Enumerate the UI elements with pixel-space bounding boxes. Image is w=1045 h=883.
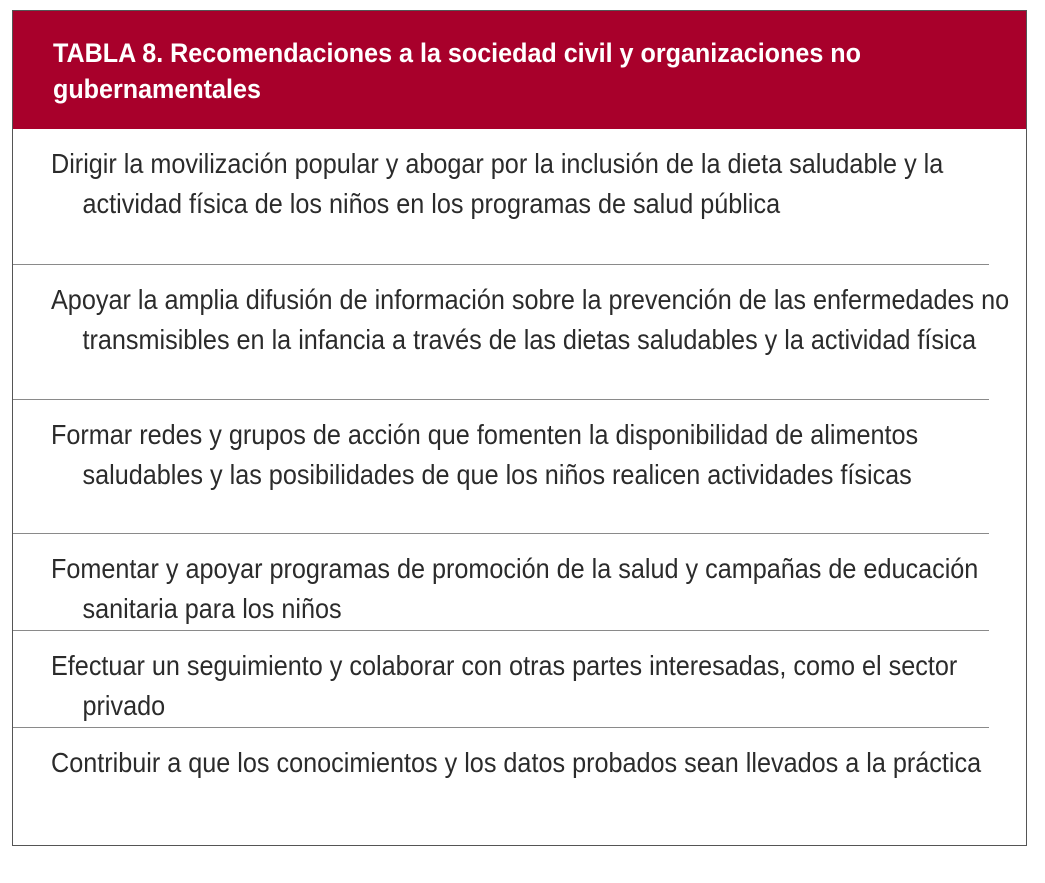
- table-row: [13, 631, 989, 728]
- recommendation-text: Apoyar la amplia difusión de información sobre la prevención de las enfermedades no transmisibles en la infancia a través de las dietas saludables y la actividad física: [51, 284, 1010, 355]
- recommendations-table: [12, 10, 1027, 846]
- table-row: [13, 400, 989, 534]
- table-row: [13, 728, 989, 838]
- table-header: [13, 11, 1026, 129]
- table-title: TABLA 8. Recomendaciones a la sociedad civil y organizaciones no gubernamentales: [53, 38, 861, 104]
- recommendation-text: Dirigir la movilización popular y abogar por la inclusión de la dieta saludable y la actividad física de los niños en los programas de salud pública: [51, 148, 944, 219]
- recommendation-text: Fomentar y apoyar programas de promoción de la salud y campañas de educación sanitaria para los niños: [51, 553, 979, 624]
- table-row: [13, 534, 989, 631]
- table-row: [13, 129, 989, 265]
- table-row: [13, 265, 1010, 400]
- recommendation-text: Efectuar un seguimiento y colaborar con otras partes interesadas, como el sector privado: [51, 650, 958, 721]
- recommendation-text: Formar redes y grupos de acción que fomenten la disponibilidad de alimentos saludables y las posibilidades de que los niños realicen actividades físicas: [51, 419, 919, 490]
- table-body: [13, 129, 1026, 838]
- recommendation-text: Contribuir a que los conocimientos y los datos probados sean llevados a la práctica: [51, 747, 982, 778]
